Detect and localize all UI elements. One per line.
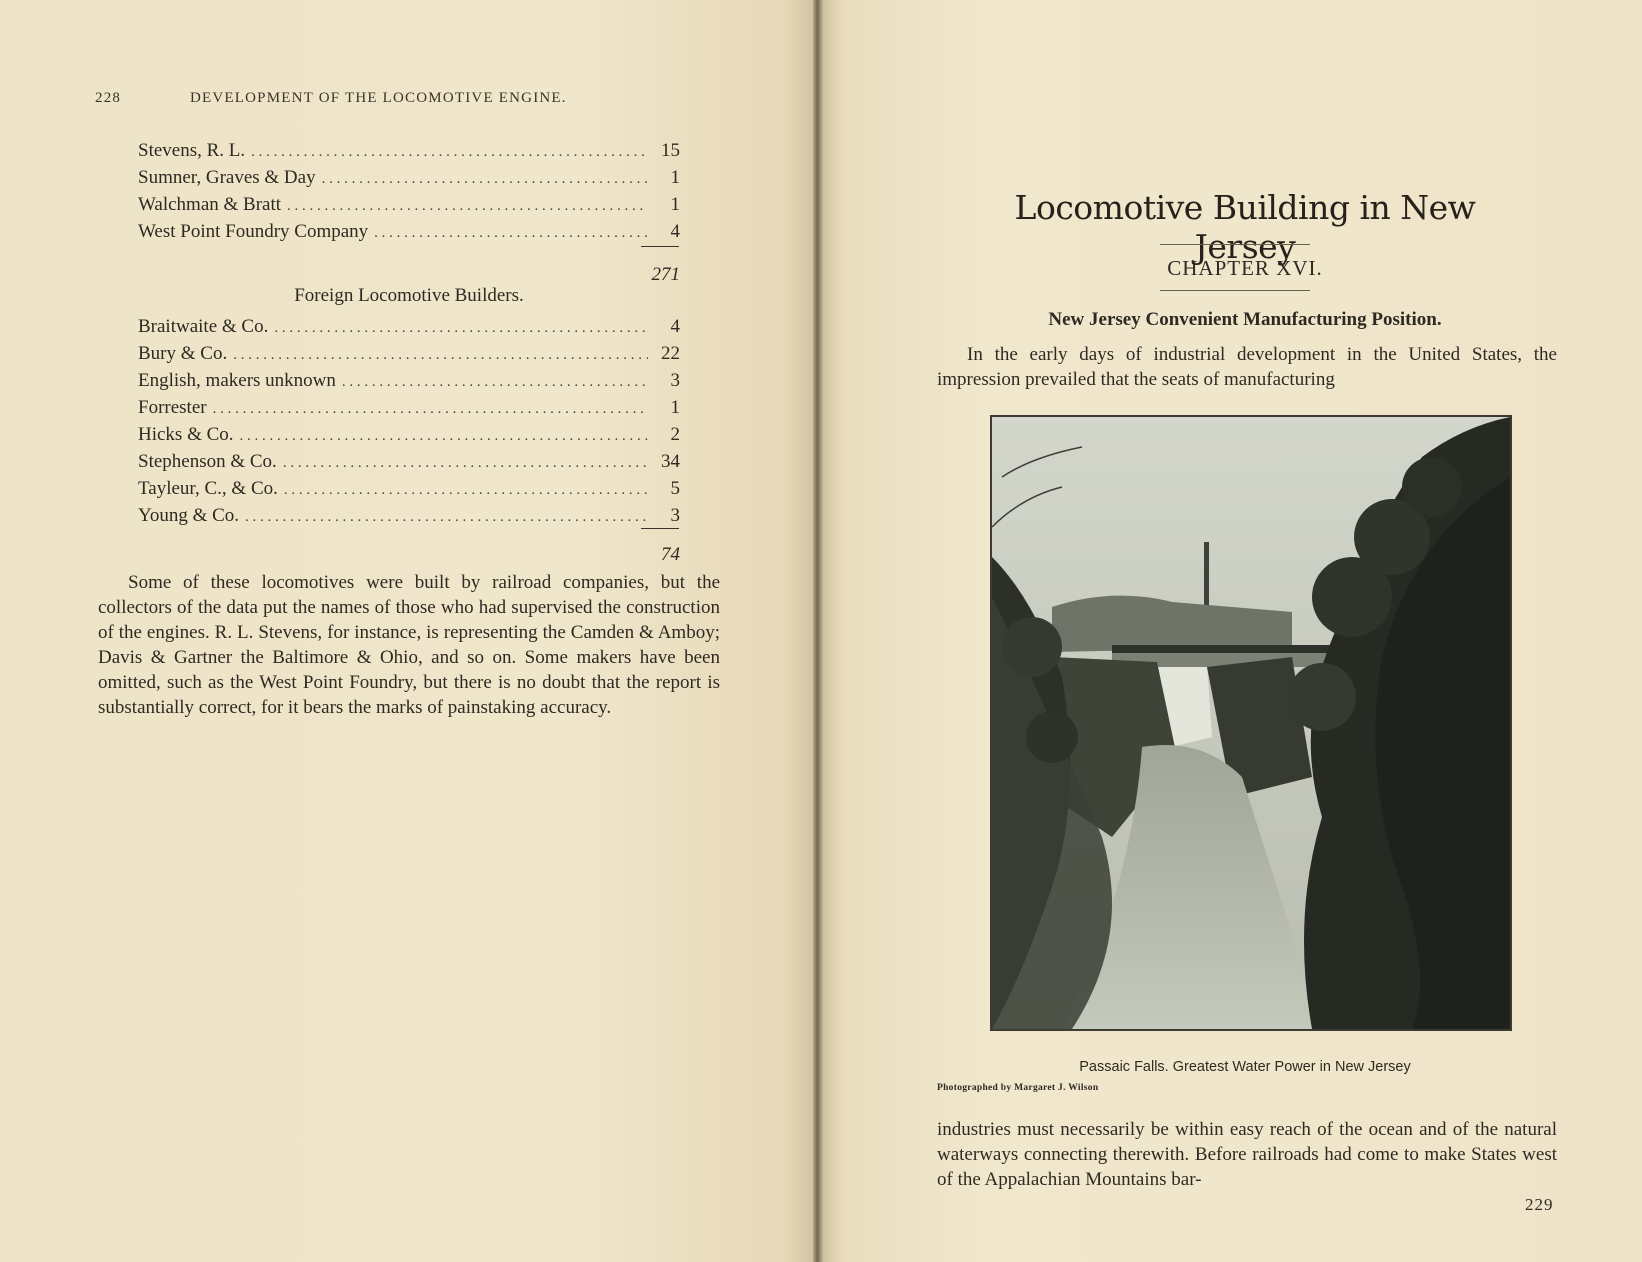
body-paragraph-bottom: industries must necessarily be within easy reach of the ocean and of the natural waterways connecting therewith. Before railroads had come to make States west of the Appalachian Mountains bar- xyxy=(937,1119,1557,1190)
builder-name: Braitwaite & Co. xyxy=(138,316,269,337)
builder-count: 22 xyxy=(661,343,680,364)
builder-count: 4 xyxy=(670,316,680,337)
sum-rule xyxy=(641,246,679,247)
title-rule xyxy=(1160,290,1310,291)
foreign-total: 74 xyxy=(661,544,680,565)
american-total: 271 xyxy=(651,264,680,285)
running-head xyxy=(95,90,695,107)
page-number-left: 228 xyxy=(95,90,122,106)
builder-name: Walchman & Bratt xyxy=(138,194,282,215)
builder-count: 3 xyxy=(670,370,680,391)
chapter-number: CHAPTER XVI. xyxy=(1167,256,1323,280)
list-item xyxy=(138,503,680,530)
photo-caption: Passaic Falls. Greatest Water Power in New Jersey xyxy=(1079,1059,1411,1075)
builder-name: Sumner, Graves & Day xyxy=(138,167,316,188)
sum-rule xyxy=(641,528,679,529)
list-item xyxy=(138,314,680,341)
builder-count: 1 xyxy=(670,167,680,188)
builder-name: West Point Foundry Company xyxy=(138,221,369,242)
builder-count: 1 xyxy=(670,397,680,418)
builder-count: 1 xyxy=(670,194,680,215)
section-heading: New Jersey Convenient Manufacturing Position. xyxy=(1048,309,1442,330)
list-item xyxy=(138,422,680,449)
chapter-title: Locomotive Building in New Jersey xyxy=(1014,188,1476,266)
american-builders-list xyxy=(138,138,680,246)
foreign-builders-heading: Foreign Locomotive Builders. xyxy=(294,285,524,306)
builder-count: 3 xyxy=(670,505,680,526)
builder-name: Tayleur, C., & Co. xyxy=(138,478,278,499)
left-page xyxy=(0,0,818,1262)
builder-name: Stevens, R. L. xyxy=(138,140,246,161)
builder-count: 5 xyxy=(670,478,680,499)
builder-count: 2 xyxy=(670,424,680,445)
builder-name: English, makers unknown xyxy=(138,370,336,391)
passaic-falls-photo xyxy=(990,415,1512,1031)
builder-name: Bury & Co. xyxy=(138,343,228,364)
builder-name: Young & Co. xyxy=(138,505,240,526)
builder-name: Stephenson & Co. xyxy=(138,451,277,472)
body-paragraph-top: In the early days of industrial development in the United States, the impression prevailed that the seats of manufacturing xyxy=(937,344,1557,390)
list-item xyxy=(138,192,680,219)
list-item xyxy=(138,368,680,395)
title-rule xyxy=(1160,244,1310,245)
builder-name: Hicks & Co. xyxy=(138,424,234,445)
running-head-title: DEVELOPMENT OF THE LOCOMOTIVE ENGINE. xyxy=(190,90,567,106)
photo-illustration xyxy=(992,417,1510,1029)
list-item xyxy=(138,476,680,503)
list-item xyxy=(138,341,680,368)
builder-count: 15 xyxy=(661,140,680,161)
list-item xyxy=(138,165,680,192)
foreign-builders-list xyxy=(138,314,680,530)
list-item xyxy=(138,395,680,422)
photo-credit: Photographed by Margaret J. Wilson xyxy=(937,1083,1099,1093)
builder-count: 4 xyxy=(670,221,680,242)
page-number-right: 229 xyxy=(1525,1195,1554,1214)
builder-name: Forrester xyxy=(138,397,207,418)
book-gutter xyxy=(813,0,823,1262)
builder-count: 34 xyxy=(661,451,680,472)
list-item xyxy=(138,138,680,165)
body-paragraph: Some of these locomotives were built by railroad companies, but the collectors of the data put the names of those who had supervised the construction of the engines. R. L. Stevens, for instance, is representing the Camden & Amboy; Davis & Gartner the Baltimore & Ohio, and so on. Some makers have been omitted, such as the West Point Foundry, but there is no doubt that the report is substantially correct, for it bears the marks of painstaking accuracy. xyxy=(98,572,720,718)
list-item xyxy=(138,449,680,476)
list-item xyxy=(138,219,680,246)
